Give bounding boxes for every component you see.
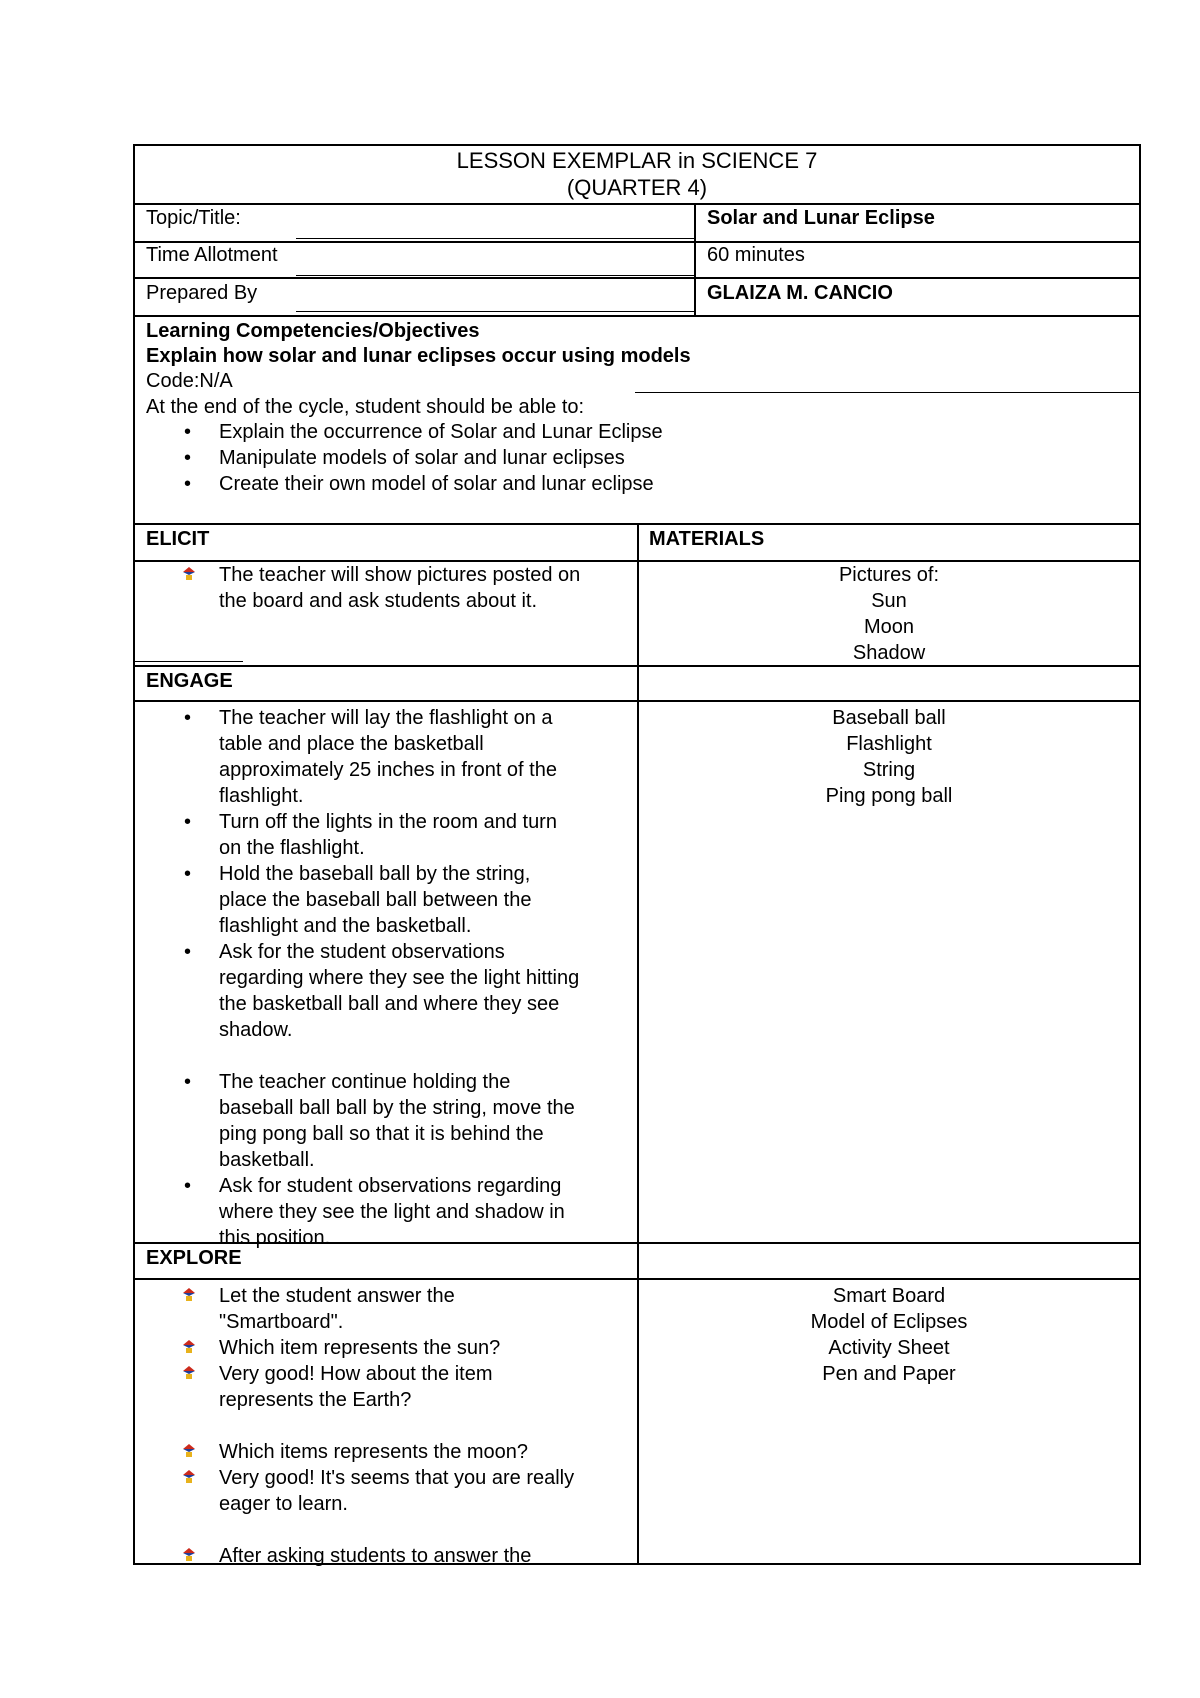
text-underline xyxy=(296,311,694,312)
bullet-dot: • xyxy=(184,447,192,469)
arrow-bullet-icon xyxy=(183,1366,197,1380)
elicit-heading: ELICIT xyxy=(146,528,210,550)
engage-material: String xyxy=(862,759,916,781)
text-underline xyxy=(296,275,694,276)
text-underline xyxy=(133,661,243,662)
bullet-dot: • xyxy=(184,1175,192,1197)
list-item-line: Very good! It's seems that you are really xyxy=(219,1467,575,1489)
title-line-2: (QUARTER 4) xyxy=(566,175,708,200)
engage-material: Flashlight xyxy=(846,733,932,755)
list-item-line: Hold the baseball ball by the string, xyxy=(219,863,531,885)
list-item-line: basketball. xyxy=(219,1149,315,1171)
list-item-line: approximately 25 inches in front of the xyxy=(219,759,557,781)
bullet-dot: • xyxy=(184,707,192,729)
list-item-line: where they see the light and shadow in xyxy=(219,1201,565,1223)
text-underline xyxy=(296,238,694,239)
elicit-item-line: The teacher will show pictures posted on xyxy=(219,564,581,586)
arrow-bullet-icon xyxy=(183,567,197,581)
list-item-line: shadow. xyxy=(219,1019,293,1041)
arrow-bullet-icon xyxy=(183,1470,197,1484)
list-item-line: "Smartboard". xyxy=(219,1311,344,1333)
list-item-line: The teacher will lay the flashlight on a xyxy=(219,707,553,729)
list-item-line: represents the Earth? xyxy=(219,1389,412,1411)
competencies-heading: Learning Competencies/Objectives xyxy=(146,320,480,342)
topic-value: Solar and Lunar Eclipse xyxy=(707,207,935,229)
topic-label: Topic/Title: xyxy=(146,207,241,229)
list-item-line: flashlight. xyxy=(219,785,304,807)
arrow-bullet-icon xyxy=(183,1288,197,1302)
bullet-dot: • xyxy=(184,421,192,443)
list-item-line: Which item represents the sun? xyxy=(219,1337,501,1359)
explore-material: Smart Board xyxy=(832,1285,946,1307)
time-label: Time Allotment xyxy=(146,244,278,266)
explore-heading: EXPLORE xyxy=(146,1247,242,1269)
list-item-line: Ask for the student observations xyxy=(219,941,505,963)
list-item-line: Ask for student observations regarding xyxy=(219,1175,562,1197)
explore-material: Pen and Paper xyxy=(822,1363,956,1385)
list-item-line: on the flashlight. xyxy=(219,837,365,859)
list-item-line: After asking students to answer the xyxy=(219,1545,532,1567)
list-item-line: regarding where they see the light hitting xyxy=(219,967,580,989)
objective-item: Create their own model of solar and lunar eclipse xyxy=(219,473,654,495)
elicit-material: Moon xyxy=(863,616,915,638)
list-item-line: place the baseball ball between the xyxy=(219,889,532,911)
list-item-line: Let the student answer the xyxy=(219,1285,455,1307)
time-value: 60 minutes xyxy=(707,244,805,266)
arrow-bullet-icon xyxy=(183,1444,197,1458)
table-divider xyxy=(637,523,639,1565)
table-divider xyxy=(133,277,1141,279)
list-item-line: Very good! How about the item xyxy=(219,1363,493,1385)
arrow-bullet-icon xyxy=(183,1340,197,1354)
objectives-intro: At the end of the cycle, student should be able to: xyxy=(146,396,585,418)
prepared-label: Prepared By xyxy=(146,282,258,304)
list-item-line: The teacher continue holding the xyxy=(219,1071,511,1093)
table-divider xyxy=(133,315,1141,317)
list-item-line: Which items represents the moon? xyxy=(219,1441,529,1463)
list-item-line: the basketball ball and where they see xyxy=(219,993,560,1015)
table-divider xyxy=(694,203,696,315)
explore-material: Activity Sheet xyxy=(828,1337,950,1359)
bullet-dot: • xyxy=(184,811,192,833)
table-divider xyxy=(133,241,1141,243)
list-item-line: Turn off the lights in the room and turn xyxy=(219,811,557,833)
list-item-line: ping pong ball so that it is behind the xyxy=(219,1123,544,1145)
elicit-item-line: the board and ask students about it. xyxy=(219,590,537,612)
elicit-material: Pictures of: xyxy=(838,564,940,586)
materials-heading: MATERIALS xyxy=(649,528,765,550)
explore-material: Model of Eclipses xyxy=(810,1311,968,1333)
engage-heading: ENGAGE xyxy=(146,670,233,692)
bullet-dot: • xyxy=(184,941,192,963)
list-item-line: this position. xyxy=(219,1227,331,1249)
competency-code: Code:N/A xyxy=(146,370,233,392)
list-item-line: eager to learn. xyxy=(219,1493,348,1515)
engage-material: Ping pong ball xyxy=(825,785,953,807)
objective-item: Manipulate models of solar and lunar eclipses xyxy=(219,447,625,469)
arrow-bullet-icon xyxy=(183,1548,197,1562)
text-underline xyxy=(635,392,1141,393)
bullet-dot: • xyxy=(184,1071,192,1093)
list-item-line: flashlight and the basketball. xyxy=(219,915,472,937)
prepared-value: GLAIZA M. CANCIO xyxy=(707,282,893,304)
elicit-material: Shadow xyxy=(852,642,926,664)
title-line-1: LESSON EXEMPLAR in SCIENCE 7 xyxy=(456,148,818,173)
objective-item: Explain the occurrence of Solar and Lunar Eclipse xyxy=(219,421,663,443)
bullet-dot: • xyxy=(184,473,192,495)
table-divider xyxy=(133,203,1141,205)
competencies-statement: Explain how solar and lunar eclipses occur using models xyxy=(146,345,691,367)
engage-material: Baseball ball xyxy=(832,707,946,729)
document-title xyxy=(133,147,1141,201)
elicit-material: Sun xyxy=(871,590,907,612)
list-item-line: table and place the basketball xyxy=(219,733,484,755)
list-item-line: baseball ball ball by the string, move the xyxy=(219,1097,575,1119)
bullet-dot: • xyxy=(184,863,192,885)
